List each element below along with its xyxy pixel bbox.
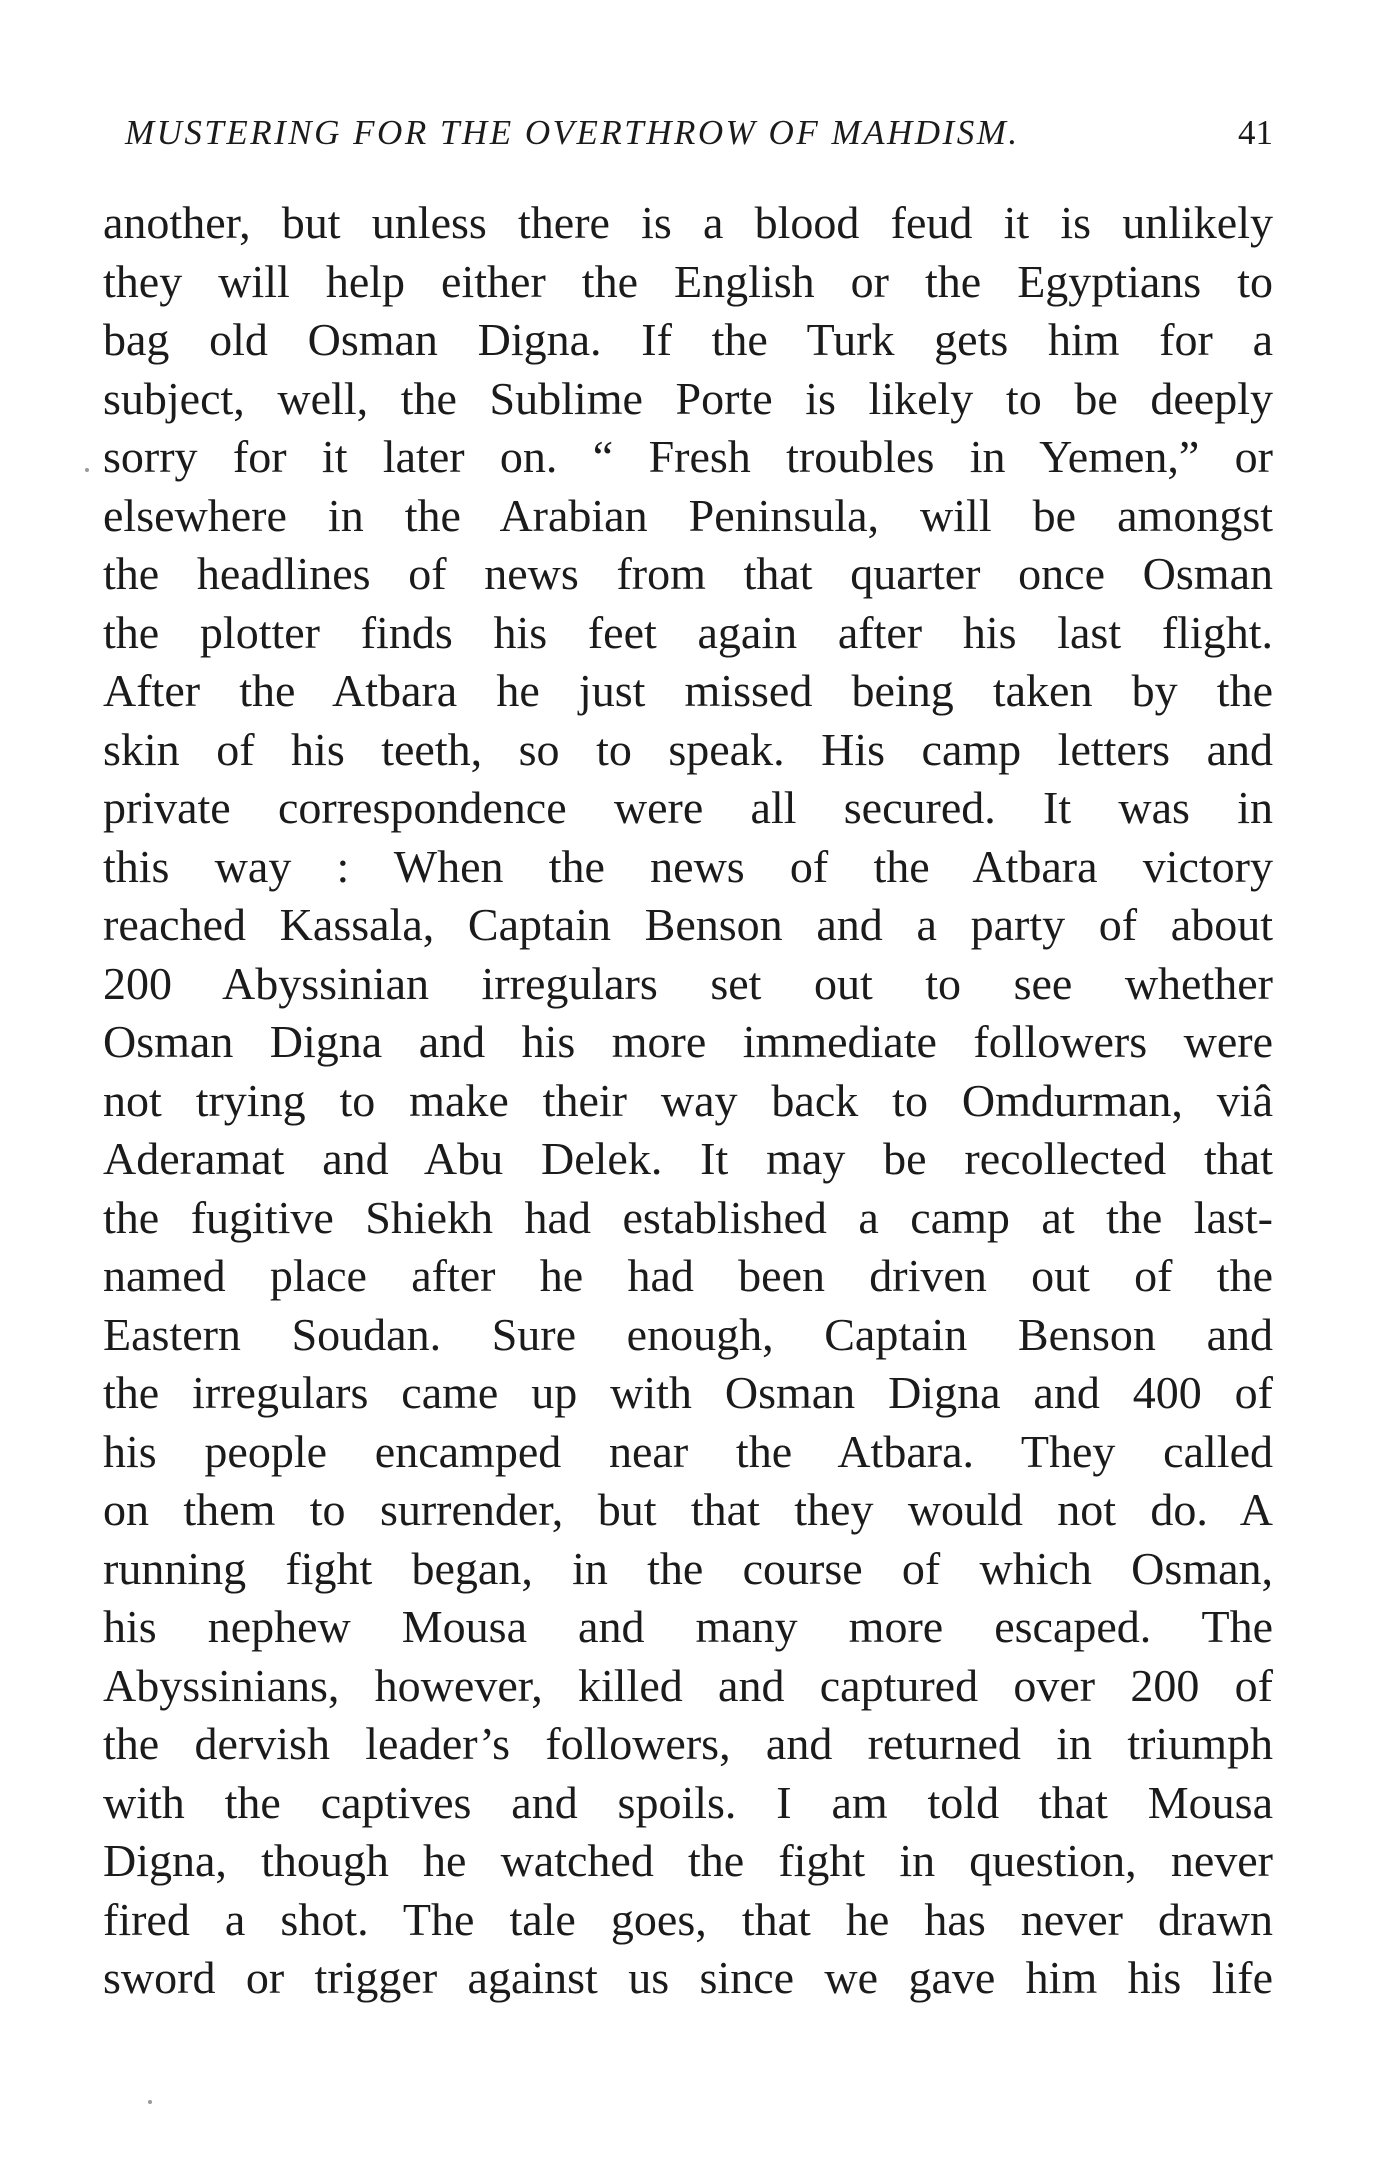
text-line: Digna, though he watched the fight in question, never xyxy=(103,1835,1273,1886)
text-line: bag old Osman Digna. If the Turk gets him for a xyxy=(103,314,1273,365)
running-title: MUSTERING FOR THE OVERTHROW OF MAHDISM. xyxy=(125,113,1020,152)
paper-speck xyxy=(148,2100,152,2104)
text-line: the plotter finds his feet again after his last flight. xyxy=(103,606,1273,658)
text-line: sword or trigger against us since we gave him his life xyxy=(103,1952,1273,2003)
text-line: elsewhere in the Arabian Peninsula, will be amongst xyxy=(103,489,1273,541)
text-line: subject, well, the Sublime Porte is likely to be deeply xyxy=(103,372,1273,424)
body-text xyxy=(103,194,1273,2008)
text-line: named place after he had been driven out of the xyxy=(103,1250,1273,1301)
text-line: sorry for it later on. “ Fresh troubles in Yemen,” or xyxy=(103,431,1273,482)
text-line: After the Atbara he just missed being taken by the xyxy=(103,665,1273,716)
text-line: this way : When the news of the Atbara victory xyxy=(103,840,1273,892)
text-line: running fight began, in the course of which Osman, xyxy=(103,1542,1273,1594)
page-number: 41 xyxy=(1238,113,1273,152)
text-line: the headlines of news from that quarter once Osman xyxy=(103,548,1273,599)
text-line: Abyssinians, however, killed and captured over 200 of xyxy=(103,1659,1273,1711)
text-line: not trying to make their way back to Omdurman, viâ xyxy=(103,1074,1273,1126)
text-line: another, but unless there is a blood feud it is unlikely xyxy=(103,197,1273,248)
text-line: his people encamped near the Atbara. They called xyxy=(103,1425,1273,1477)
text-line: the dervish leader’s followers, and returned in triumph xyxy=(103,1718,1273,1769)
text-line: on them to surrender, but that they would not do. A xyxy=(103,1484,1273,1535)
text-line: 200 Abyssinian irregulars set out to see whether xyxy=(103,957,1273,1009)
text-line: they will help either the English or the Egyptians to xyxy=(103,255,1273,307)
text-line: Aderamat and Abu Delek. It may be recollected that xyxy=(103,1133,1273,1184)
text-line: his nephew Mousa and many more escaped. The xyxy=(103,1601,1273,1652)
text-line: with the captives and spoils. I am told that Mousa xyxy=(103,1776,1273,1828)
text-line: Eastern Soudan. Sure enough, Captain Benson and xyxy=(103,1308,1273,1360)
paper-speck xyxy=(85,468,89,472)
text-line: private correspondence were all secured. It was in xyxy=(103,782,1273,833)
text-line: fired a shot. The tale goes, that he has never drawn xyxy=(103,1893,1273,1945)
text-line: skin of his teeth, so to speak. His camp letters and xyxy=(103,723,1273,775)
running-head xyxy=(125,108,1273,158)
text-line: Osman Digna and his more immediate followers were xyxy=(103,1016,1273,1067)
text-line: the fugitive Shiekh had established a camp at the last- xyxy=(103,1191,1273,1243)
text-line: the irregulars came up with Osman Digna and 400 of xyxy=(103,1367,1273,1418)
text-line: reached Kassala, Captain Benson and a party of about xyxy=(103,899,1273,950)
